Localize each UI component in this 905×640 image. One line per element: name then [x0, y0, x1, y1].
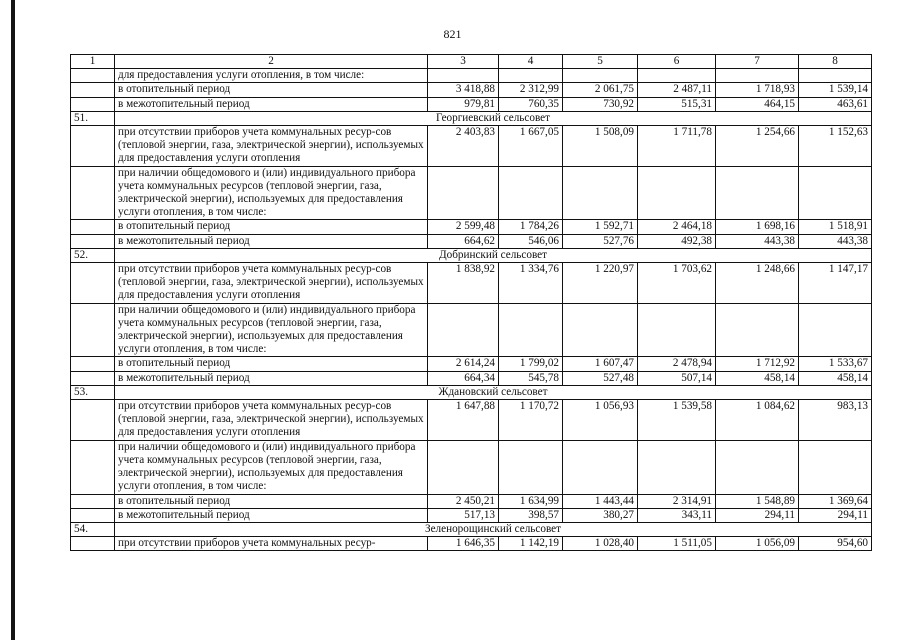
- value-cell: [499, 303, 563, 357]
- value-cell: 1 698,16: [716, 220, 799, 234]
- value-cell: 1 334,76: [499, 263, 563, 304]
- row-number-cell: [71, 220, 115, 234]
- value-cell: [638, 166, 716, 220]
- value-cell: [799, 166, 872, 220]
- value-cell: 2 312,99: [499, 83, 563, 97]
- value-cell: 664,62: [428, 234, 499, 248]
- description-cell: при наличии общедомового и (или) индивидуального прибора учета коммунальных ресурсов (тепловой энергии, газа, электрической энергии), используемых для предоставления услуги отопления, в том числе:: [115, 166, 428, 220]
- value-cell: 294,11: [799, 508, 872, 522]
- value-cell: 507,14: [638, 371, 716, 385]
- value-cell: 546,06: [499, 234, 563, 248]
- value-cell: 1 711,78: [638, 126, 716, 167]
- description-cell: при отсутствии приборов учета коммунальных ресур-сов (тепловой энергии, газа, электрической энергии), используемых для предоставления услуги отопления: [115, 263, 428, 304]
- description-cell: при наличии общедомового и (или) индивидуального прибора учета коммунальных ресурсов (тепловой энергии, газа, электрической энергии), используемых для предоставления услуги отопления, в том числе:: [115, 440, 428, 494]
- value-cell: [638, 440, 716, 494]
- row-number-cell: [71, 494, 115, 508]
- header-cell: 5: [563, 55, 638, 69]
- value-cell: 545,78: [499, 371, 563, 385]
- value-cell: 1 548,89: [716, 494, 799, 508]
- value-cell: [428, 166, 499, 220]
- value-cell: 979,81: [428, 97, 499, 111]
- value-cell: 1 152,63: [799, 126, 872, 167]
- value-cell: 2 464,18: [638, 220, 716, 234]
- table-row: [71, 508, 872, 522]
- value-cell: 515,31: [638, 97, 716, 111]
- header-cell: 6: [638, 55, 716, 69]
- description-cell: в отопительный период: [115, 220, 428, 234]
- row-number-cell: [71, 97, 115, 111]
- section-row: [71, 248, 872, 262]
- value-cell: 398,57: [499, 508, 563, 522]
- table-row: [71, 234, 872, 248]
- value-cell: 1 443,44: [563, 494, 638, 508]
- value-cell: 1 539,14: [799, 83, 872, 97]
- description-cell: при отсутствии приборов учета коммунальных ресур-сов (тепловой энергии, газа, электрической энергии), используемых для предоставления услуги отопления: [115, 126, 428, 167]
- description-cell: в отопительный период: [115, 357, 428, 371]
- value-cell: 2 487,11: [638, 83, 716, 97]
- row-number-cell: [71, 508, 115, 522]
- value-cell: 1 838,92: [428, 263, 499, 304]
- row-number-cell: [71, 400, 115, 441]
- value-cell: [428, 440, 499, 494]
- value-cell: 2 614,24: [428, 357, 499, 371]
- table-row: [71, 303, 872, 357]
- value-cell: 954,60: [799, 537, 872, 551]
- value-cell: 2 061,75: [563, 83, 638, 97]
- table-row: [71, 494, 872, 508]
- row-number-cell: [71, 537, 115, 551]
- value-cell: 1 539,58: [638, 400, 716, 441]
- value-cell: 2 599,48: [428, 220, 499, 234]
- value-cell: [563, 303, 638, 357]
- value-cell: 3 418,88: [428, 83, 499, 97]
- section-title: Ждановский сельсовет: [115, 385, 872, 399]
- value-cell: [799, 303, 872, 357]
- value-cell: 1 784,26: [499, 220, 563, 234]
- table-row: [71, 357, 872, 371]
- value-cell: 463,61: [799, 97, 872, 111]
- value-cell: 1 592,71: [563, 220, 638, 234]
- value-cell: [499, 69, 563, 83]
- row-number-cell: [71, 303, 115, 357]
- value-cell: 1 248,66: [716, 263, 799, 304]
- value-cell: 1 056,09: [716, 537, 799, 551]
- table-row: [71, 69, 872, 83]
- section-row: [71, 385, 872, 399]
- description-cell: в межотопительный период: [115, 508, 428, 522]
- page-number: 821: [443, 27, 462, 41]
- value-cell: [716, 303, 799, 357]
- value-cell: [638, 69, 716, 83]
- description-cell: для предоставления услуги отопления, в том числе:: [115, 69, 428, 83]
- value-cell: 2 314,91: [638, 494, 716, 508]
- value-cell: 760,35: [499, 97, 563, 111]
- header-cell: 1: [71, 55, 115, 69]
- section-row: [71, 522, 872, 536]
- row-number-cell: [71, 166, 115, 220]
- value-cell: 1 647,88: [428, 400, 499, 441]
- value-cell: 1 254,66: [716, 126, 799, 167]
- section-number: 51.: [71, 111, 115, 125]
- table-body: [71, 55, 872, 551]
- value-cell: 1 799,02: [499, 357, 563, 371]
- value-cell: [799, 440, 872, 494]
- section-number: 54.: [71, 522, 115, 536]
- value-cell: [563, 440, 638, 494]
- table-row: [71, 440, 872, 494]
- table-row: [71, 166, 872, 220]
- value-cell: 2 478,94: [638, 357, 716, 371]
- value-cell: 1 220,97: [563, 263, 638, 304]
- row-number-cell: [71, 263, 115, 304]
- value-cell: 343,11: [638, 508, 716, 522]
- value-cell: 1 634,99: [499, 494, 563, 508]
- value-cell: 1 518,91: [799, 220, 872, 234]
- table-row: [71, 400, 872, 441]
- row-number-cell: [71, 69, 115, 83]
- value-cell: 1 508,09: [563, 126, 638, 167]
- header-cell: 7: [716, 55, 799, 69]
- description-cell: при отсутствии приборов учета коммунальных ресур-сов (тепловой энергии, газа, электрической энергии), используемых для предоставления услуги отопления: [115, 400, 428, 441]
- header-cell: 8: [799, 55, 872, 69]
- value-cell: 527,76: [563, 234, 638, 248]
- value-cell: 1 142,19: [499, 537, 563, 551]
- header-cell: 4: [499, 55, 563, 69]
- value-cell: 2 450,21: [428, 494, 499, 508]
- value-cell: [638, 303, 716, 357]
- value-cell: 464,15: [716, 97, 799, 111]
- value-cell: [428, 69, 499, 83]
- value-cell: [799, 69, 872, 83]
- row-number-cell: [71, 371, 115, 385]
- description-cell: в межотопительный период: [115, 97, 428, 111]
- scan-edge-bar: [11, 0, 15, 640]
- value-cell: 492,38: [638, 234, 716, 248]
- value-cell: 527,48: [563, 371, 638, 385]
- table-row: [71, 97, 872, 111]
- value-cell: 1 607,47: [563, 357, 638, 371]
- row-number-cell: [71, 357, 115, 371]
- value-cell: [563, 69, 638, 83]
- description-cell: в межотопительный период: [115, 371, 428, 385]
- value-cell: 1 718,93: [716, 83, 799, 97]
- value-cell: 1 028,40: [563, 537, 638, 551]
- table-row: [71, 83, 872, 97]
- section-title: Георгиевский сельсовет: [115, 111, 872, 125]
- table-row: [71, 371, 872, 385]
- section-title: Добринский сельсовет: [115, 248, 872, 262]
- table-row: [71, 263, 872, 304]
- value-cell: [499, 440, 563, 494]
- value-cell: 443,38: [799, 234, 872, 248]
- section-number: 53.: [71, 385, 115, 399]
- row-number-cell: [71, 126, 115, 167]
- value-cell: 1 369,64: [799, 494, 872, 508]
- value-cell: 294,11: [716, 508, 799, 522]
- value-cell: [563, 166, 638, 220]
- description-cell: в отопительный период: [115, 83, 428, 97]
- value-cell: [428, 303, 499, 357]
- description-cell: при наличии общедомового и (или) индивидуального прибора учета коммунальных ресурсов (тепловой энергии, газа, электрической энергии), используемых для предоставления услуги отопления, в том числе:: [115, 303, 428, 357]
- header-row: [71, 55, 872, 69]
- tariff-table: [70, 54, 872, 551]
- section-number: 52.: [71, 248, 115, 262]
- row-number-cell: [71, 83, 115, 97]
- value-cell: 443,38: [716, 234, 799, 248]
- table-row: [71, 220, 872, 234]
- value-cell: [499, 166, 563, 220]
- description-cell: при отсутствии приборов учета коммунальных ресур-: [115, 537, 428, 551]
- table-row: [71, 537, 872, 551]
- value-cell: 664,34: [428, 371, 499, 385]
- description-cell: в отопительный период: [115, 494, 428, 508]
- value-cell: 2 403,83: [428, 126, 499, 167]
- value-cell: 380,27: [563, 508, 638, 522]
- value-cell: [716, 166, 799, 220]
- value-cell: 1 712,92: [716, 357, 799, 371]
- section-row: [71, 111, 872, 125]
- value-cell: 1 533,67: [799, 357, 872, 371]
- value-cell: 458,14: [799, 371, 872, 385]
- value-cell: 983,13: [799, 400, 872, 441]
- value-cell: 517,13: [428, 508, 499, 522]
- value-cell: [716, 440, 799, 494]
- value-cell: 1 084,62: [716, 400, 799, 441]
- row-number-cell: [71, 234, 115, 248]
- value-cell: 1 511,05: [638, 537, 716, 551]
- value-cell: 458,14: [716, 371, 799, 385]
- value-cell: 1 170,72: [499, 400, 563, 441]
- value-cell: 1 056,93: [563, 400, 638, 441]
- value-cell: 1 703,62: [638, 263, 716, 304]
- description-cell: в межотопительный период: [115, 234, 428, 248]
- section-title: Зеленорощинский сельсовет: [115, 522, 872, 536]
- header-cell: 2: [115, 55, 428, 69]
- table-row: [71, 126, 872, 167]
- value-cell: 1 667,05: [499, 126, 563, 167]
- value-cell: 730,92: [563, 97, 638, 111]
- row-number-cell: [71, 440, 115, 494]
- value-cell: [716, 69, 799, 83]
- value-cell: 1 646,35: [428, 537, 499, 551]
- value-cell: 1 147,17: [799, 263, 872, 304]
- header-cell: 3: [428, 55, 499, 69]
